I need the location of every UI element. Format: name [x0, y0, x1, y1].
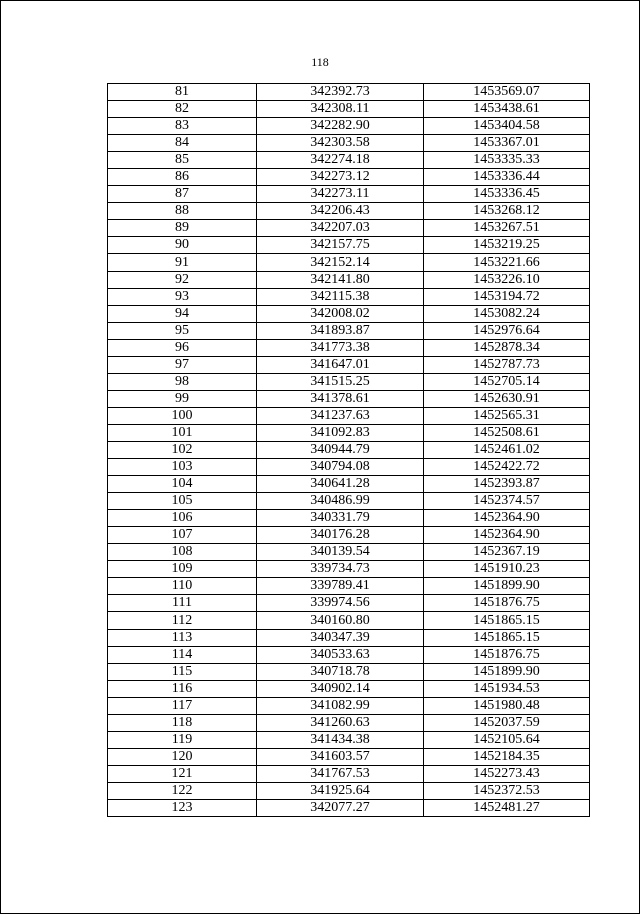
x-coordinate-cell: 341515.25 [257, 373, 424, 390]
y-coordinate-cell: 1451865.15 [424, 629, 590, 646]
y-coordinate-cell: 1453219.25 [424, 237, 590, 254]
table-row [108, 714, 590, 731]
point-number-cell: 98 [108, 373, 257, 390]
table-row [108, 663, 590, 680]
table-row [108, 646, 590, 663]
x-coordinate-cell: 341237.63 [257, 407, 424, 424]
point-number-cell: 100 [108, 407, 257, 424]
point-number-cell: 94 [108, 305, 257, 322]
x-coordinate-cell: 340347.39 [257, 629, 424, 646]
y-coordinate-cell: 1453336.45 [424, 186, 590, 203]
table-row [108, 186, 590, 203]
point-number-cell: 88 [108, 203, 257, 220]
y-coordinate-cell: 1453367.01 [424, 135, 590, 152]
x-coordinate-cell: 341092.83 [257, 424, 424, 441]
x-coordinate-cell: 339789.41 [257, 578, 424, 595]
x-coordinate-cell: 342392.73 [257, 84, 424, 101]
y-coordinate-cell: 1451865.15 [424, 612, 590, 629]
x-coordinate-cell: 340331.79 [257, 510, 424, 527]
y-coordinate-cell: 1453569.07 [424, 84, 590, 101]
table-row [108, 476, 590, 493]
x-coordinate-cell: 340139.54 [257, 544, 424, 561]
table-row [108, 305, 590, 322]
y-coordinate-cell: 1451876.75 [424, 646, 590, 663]
point-number-cell: 123 [108, 799, 257, 816]
point-number-cell: 102 [108, 441, 257, 458]
x-coordinate-cell: 340902.14 [257, 680, 424, 697]
table-row [108, 424, 590, 441]
y-coordinate-cell: 1452374.57 [424, 493, 590, 510]
x-coordinate-cell: 342282.90 [257, 118, 424, 135]
y-coordinate-cell: 1452105.64 [424, 731, 590, 748]
point-number-cell: 101 [108, 424, 257, 441]
y-coordinate-cell: 1451899.90 [424, 663, 590, 680]
point-number-cell: 117 [108, 697, 257, 714]
point-number-cell: 108 [108, 544, 257, 561]
table-row [108, 595, 590, 612]
point-number-cell: 97 [108, 356, 257, 373]
point-number-cell: 107 [108, 527, 257, 544]
point-number-cell: 92 [108, 271, 257, 288]
y-coordinate-cell: 1452273.43 [424, 765, 590, 782]
table-row [108, 799, 590, 816]
table-row [108, 135, 590, 152]
y-coordinate-cell: 1451934.53 [424, 680, 590, 697]
point-number-cell: 118 [108, 714, 257, 731]
point-number-cell: 116 [108, 680, 257, 697]
x-coordinate-cell: 342141.80 [257, 271, 424, 288]
x-coordinate-cell: 341082.99 [257, 697, 424, 714]
point-number-cell: 93 [108, 288, 257, 305]
table-row [108, 152, 590, 169]
y-coordinate-cell: 1452037.59 [424, 714, 590, 731]
y-coordinate-cell: 1452705.14 [424, 373, 590, 390]
y-coordinate-cell: 1453438.61 [424, 101, 590, 118]
table-row [108, 493, 590, 510]
point-number-cell: 119 [108, 731, 257, 748]
point-number-cell: 121 [108, 765, 257, 782]
y-coordinate-cell: 1453221.66 [424, 254, 590, 271]
x-coordinate-cell: 342206.43 [257, 203, 424, 220]
table-row [108, 561, 590, 578]
x-coordinate-cell: 342157.75 [257, 237, 424, 254]
x-coordinate-cell: 341434.38 [257, 731, 424, 748]
table-row [108, 118, 590, 135]
table-row [108, 441, 590, 458]
y-coordinate-cell: 1451899.90 [424, 578, 590, 595]
x-coordinate-cell: 340533.63 [257, 646, 424, 663]
table-row [108, 629, 590, 646]
point-number-cell: 109 [108, 561, 257, 578]
table-row [108, 339, 590, 356]
point-number-cell: 114 [108, 646, 257, 663]
table-row [108, 390, 590, 407]
y-coordinate-cell: 1452565.31 [424, 407, 590, 424]
table-row [108, 748, 590, 765]
table-row [108, 612, 590, 629]
point-number-cell: 112 [108, 612, 257, 629]
x-coordinate-cell: 339974.56 [257, 595, 424, 612]
point-number-cell: 89 [108, 220, 257, 237]
table-row [108, 697, 590, 714]
y-coordinate-cell: 1451876.75 [424, 595, 590, 612]
x-coordinate-cell: 341925.64 [257, 782, 424, 799]
x-coordinate-cell: 340486.99 [257, 493, 424, 510]
y-coordinate-cell: 1452508.61 [424, 424, 590, 441]
table-row [108, 101, 590, 118]
y-coordinate-cell: 1452481.27 [424, 799, 590, 816]
table-row [108, 254, 590, 271]
table-row [108, 459, 590, 476]
y-coordinate-cell: 1453335.33 [424, 152, 590, 169]
x-coordinate-cell: 342077.27 [257, 799, 424, 816]
x-coordinate-cell: 342273.12 [257, 169, 424, 186]
x-coordinate-cell: 341647.01 [257, 356, 424, 373]
table-row [108, 680, 590, 697]
coordinates-table [107, 83, 590, 817]
x-coordinate-cell: 340641.28 [257, 476, 424, 493]
table-row [108, 356, 590, 373]
y-coordinate-cell: 1453267.51 [424, 220, 590, 237]
table-row [108, 84, 590, 101]
y-coordinate-cell: 1452422.72 [424, 459, 590, 476]
y-coordinate-cell: 1453336.44 [424, 169, 590, 186]
y-coordinate-cell: 1452393.87 [424, 476, 590, 493]
y-coordinate-cell: 1453082.24 [424, 305, 590, 322]
table-row [108, 373, 590, 390]
point-number-cell: 83 [108, 118, 257, 135]
y-coordinate-cell: 1452367.19 [424, 544, 590, 561]
x-coordinate-cell: 342008.02 [257, 305, 424, 322]
point-number-cell: 91 [108, 254, 257, 271]
y-coordinate-cell: 1453404.58 [424, 118, 590, 135]
point-number-cell: 104 [108, 476, 257, 493]
point-number-cell: 113 [108, 629, 257, 646]
x-coordinate-cell: 342273.11 [257, 186, 424, 203]
x-coordinate-cell: 342115.38 [257, 288, 424, 305]
point-number-cell: 85 [108, 152, 257, 169]
point-number-cell: 120 [108, 748, 257, 765]
x-coordinate-cell: 340160.80 [257, 612, 424, 629]
y-coordinate-cell: 1452630.91 [424, 390, 590, 407]
x-coordinate-cell: 341260.63 [257, 714, 424, 731]
x-coordinate-cell: 342207.03 [257, 220, 424, 237]
x-coordinate-cell: 340718.78 [257, 663, 424, 680]
point-number-cell: 106 [108, 510, 257, 527]
y-coordinate-cell: 1452364.90 [424, 510, 590, 527]
table-row [108, 544, 590, 561]
point-number-cell: 111 [108, 595, 257, 612]
x-coordinate-cell: 341378.61 [257, 390, 424, 407]
y-coordinate-cell: 1451980.48 [424, 697, 590, 714]
point-number-cell: 82 [108, 101, 257, 118]
point-number-cell: 84 [108, 135, 257, 152]
x-coordinate-cell: 340794.08 [257, 459, 424, 476]
table-row [108, 271, 590, 288]
table-row [108, 765, 590, 782]
table-row [108, 578, 590, 595]
x-coordinate-cell: 341603.57 [257, 748, 424, 765]
point-number-cell: 86 [108, 169, 257, 186]
x-coordinate-cell: 342274.18 [257, 152, 424, 169]
table-row [108, 782, 590, 799]
x-coordinate-cell: 339734.73 [257, 561, 424, 578]
y-coordinate-cell: 1452364.90 [424, 527, 590, 544]
x-coordinate-cell: 342308.11 [257, 101, 424, 118]
coordinates-table-body [108, 84, 590, 817]
point-number-cell: 115 [108, 663, 257, 680]
y-coordinate-cell: 1452372.53 [424, 782, 590, 799]
x-coordinate-cell: 341767.53 [257, 765, 424, 782]
y-coordinate-cell: 1453268.12 [424, 203, 590, 220]
point-number-cell: 81 [108, 84, 257, 101]
point-number-cell: 110 [108, 578, 257, 595]
x-coordinate-cell: 342303.58 [257, 135, 424, 152]
table-row [108, 288, 590, 305]
point-number-cell: 105 [108, 493, 257, 510]
point-number-cell: 90 [108, 237, 257, 254]
table-row [108, 527, 590, 544]
table-row [108, 731, 590, 748]
y-coordinate-cell: 1451910.23 [424, 561, 590, 578]
table-row [108, 169, 590, 186]
y-coordinate-cell: 1452878.34 [424, 339, 590, 356]
x-coordinate-cell: 340176.28 [257, 527, 424, 544]
table-row [108, 220, 590, 237]
point-number-cell: 96 [108, 339, 257, 356]
point-number-cell: 87 [108, 186, 257, 203]
y-coordinate-cell: 1453194.72 [424, 288, 590, 305]
x-coordinate-cell: 341773.38 [257, 339, 424, 356]
table-row [108, 322, 590, 339]
x-coordinate-cell: 342152.14 [257, 254, 424, 271]
x-coordinate-cell: 341893.87 [257, 322, 424, 339]
point-number-cell: 122 [108, 782, 257, 799]
point-number-cell: 95 [108, 322, 257, 339]
point-number-cell: 103 [108, 459, 257, 476]
y-coordinate-cell: 1452461.02 [424, 441, 590, 458]
table-row [108, 510, 590, 527]
y-coordinate-cell: 1452976.64 [424, 322, 590, 339]
y-coordinate-cell: 1452184.35 [424, 748, 590, 765]
table-row [108, 203, 590, 220]
y-coordinate-cell: 1453226.10 [424, 271, 590, 288]
point-number-cell: 99 [108, 390, 257, 407]
x-coordinate-cell: 340944.79 [257, 441, 424, 458]
table-row [108, 237, 590, 254]
page-number: 118 [311, 55, 329, 69]
y-coordinate-cell: 1452787.73 [424, 356, 590, 373]
table-row [108, 407, 590, 424]
